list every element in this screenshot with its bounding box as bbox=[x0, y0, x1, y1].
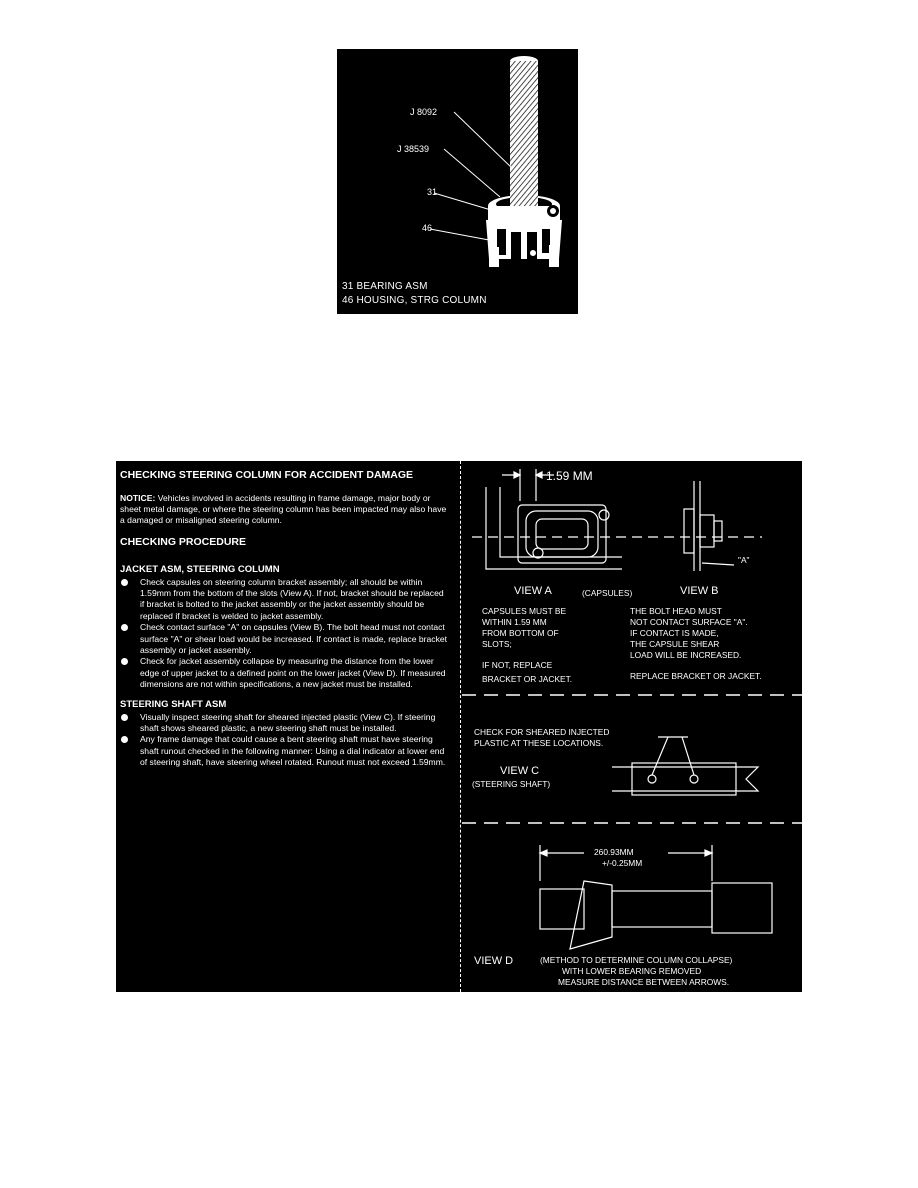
view-a-dimension: 1.59 MM bbox=[546, 469, 593, 483]
view-b-note-2: REPLACE BRACKET OR JACKET. bbox=[630, 671, 762, 681]
label-46: 46 bbox=[422, 223, 433, 233]
leader-j38539 bbox=[444, 149, 500, 197]
view-d-method: (METHOD TO DETERMINE COLUMN COLLAPSE) bbox=[540, 955, 733, 965]
jacket-checklist bbox=[120, 577, 448, 691]
bullet-icon bbox=[121, 579, 128, 586]
capsules-label: (CAPSULES) bbox=[582, 588, 633, 598]
caption-bearing: 31 BEARING ASM bbox=[342, 281, 428, 292]
label-j38539: J 38539 bbox=[397, 144, 430, 154]
surface-a-label: "A" bbox=[738, 555, 750, 565]
view-c-label: VIEW C bbox=[500, 765, 540, 777]
list-item: Visually inspect steering shaft for sheared injected plastic (View C). If steering shaft shows sheared plastic, a new steering shaft must be installed. bbox=[120, 712, 448, 735]
view-a-label: VIEW A bbox=[514, 585, 552, 597]
column-divider bbox=[460, 461, 461, 992]
bearing-tool-illustration bbox=[337, 49, 578, 314]
view-a-note: CAPSULES MUST BE WITHIN 1.59 MM FROM BOTTOM OF SLOTS; bbox=[482, 606, 567, 649]
view-d-line2: WITH LOWER BEARING REMOVED bbox=[562, 966, 702, 976]
shaft-heading: STEERING SHAFT ASM bbox=[120, 698, 227, 710]
list-item: Check for jacket assembly collapse by measuring the distance from the lower edge of upper jacket to a defined point on the lower jacket (View D). If measured dimensions are not within specifications, a new jacket must be installed. bbox=[120, 656, 448, 690]
list-item: Check capsules on steering column bracket assembly; all should be within 1.59mm from the bottom of the slots (View A). If not, bracket should be replaced if bracket is bolted to the jacket assembly or the jacket assembly should be replaced if bracket is welded to jacket assembly. bbox=[120, 577, 448, 623]
view-d-jacket bbox=[540, 889, 584, 929]
view-c-check-note: CHECK FOR SHEARED INJECTED PLASTIC AT THESE LOCATIONS. bbox=[474, 727, 610, 748]
procedure-heading: CHECKING PROCEDURE bbox=[120, 535, 247, 548]
view-a-note-2: IF NOT, REPLACE BRACKET OR JACKET. bbox=[482, 660, 573, 684]
view-b-note: THE BOLT HEAD MUST NOT CONTACT SURFACE "A". IF CONTACT IS MADE, THE CAPSULE SHEAR LOAD WILL BE INCREASED. bbox=[630, 606, 748, 660]
notice-text: Vehicles involved in accidents resulting in frame damage, major body or sheet metal damage, or where the steering column has been impacted may also have a damaged or misaligned steering column. bbox=[120, 493, 447, 526]
view-d-dimension: 260.93MM bbox=[594, 847, 634, 857]
shaft-checklist bbox=[120, 712, 448, 769]
tool-installation-figure bbox=[337, 49, 578, 314]
leader-j8092 bbox=[454, 112, 513, 169]
list-item: Any frame damage that could cause a bent steering shaft must have steering shaft runout checked in the following manner: Using a dial indicator at lower end of steering shaft, have steering wheel rotated. Runout must not exceed 1.59mm. bbox=[120, 734, 448, 768]
list-item: Check contact surface "A" on capsules (View B). The bolt head must not contact surface "A" or shear load would be increased. If contact is made, replace bracket assembly or jacket assembly. bbox=[120, 622, 448, 656]
accident-damage-check-figure bbox=[116, 461, 802, 992]
view-a-capsule bbox=[518, 505, 606, 563]
label-j8092: J 8092 bbox=[410, 107, 438, 117]
view-d-line3: MEASURE DISTANCE BETWEEN ARROWS. bbox=[558, 977, 730, 987]
view-c-sublabel: (STEERING SHAFT) bbox=[472, 779, 551, 789]
view-b-label: VIEW B bbox=[680, 585, 719, 597]
bullet-icon bbox=[121, 658, 128, 665]
notice-label: NOTICE: bbox=[120, 493, 156, 503]
caption-housing: 46 HOUSING, STRG COLUMN bbox=[342, 295, 487, 306]
bullet-icon bbox=[121, 714, 128, 721]
figure-title: CHECKING STEERING COLUMN FOR ACCIDENT DAMAGE bbox=[120, 469, 414, 481]
jacket-heading: JACKET ASM, STEERING COLUMN bbox=[120, 563, 280, 575]
leader-46 bbox=[430, 229, 489, 240]
procedure-text-column bbox=[116, 461, 456, 992]
views-column bbox=[462, 461, 802, 992]
view-d-label: VIEW D bbox=[474, 955, 514, 967]
bullet-icon bbox=[121, 736, 128, 743]
notice-paragraph bbox=[120, 493, 448, 527]
view-d-tolerance: +/-0.25MM bbox=[602, 858, 643, 868]
bullet-icon bbox=[121, 624, 128, 631]
label-31: 31 bbox=[427, 187, 438, 197]
